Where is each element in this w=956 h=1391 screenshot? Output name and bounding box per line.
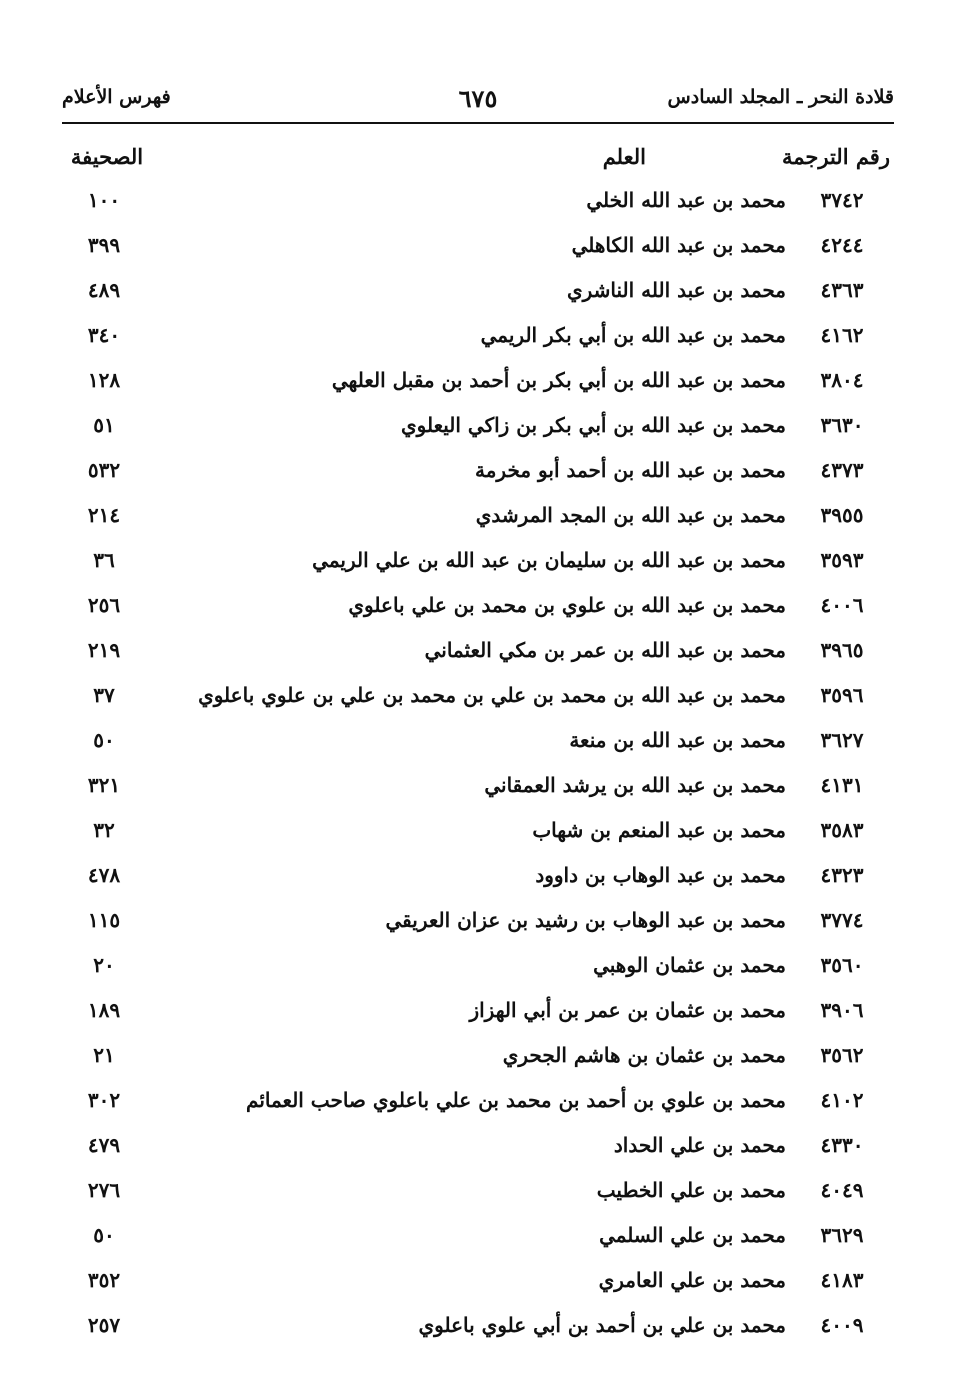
- entry-number: ٤١٦٢: [820, 323, 864, 347]
- entry-number: ٣٦٢٧: [820, 728, 864, 752]
- running-head: [62, 86, 894, 122]
- header-rule: [62, 122, 894, 124]
- page-reference: ٣٩٩: [87, 233, 121, 257]
- person-name: محمد بن علوي بن أحمد بن محمد بن علي باعلوي صاحب العمائم: [246, 1088, 786, 1112]
- entry-number: ٣٥٨٣: [820, 818, 864, 842]
- person-name: محمد بن عثمان الوهبي: [593, 953, 786, 977]
- entry-number: ٣٨٠٤: [820, 368, 864, 392]
- table-row: [62, 1303, 894, 1348]
- page-reference: ٥٠: [93, 1223, 115, 1247]
- entry-number: ٣٩٦٥: [820, 638, 864, 662]
- page-reference: ٣٦: [93, 548, 115, 572]
- page-number: ٦٧٥: [458, 84, 498, 113]
- person-name: محمد بن عبد الله بن محمد بن علي بن محمد بن علي بن علوي باعلوي: [198, 683, 786, 707]
- entry-number: ٣٧٧٤: [820, 908, 864, 932]
- person-name: محمد بن عثمان بن هاشم الجحري: [502, 1043, 786, 1067]
- entry-number: ٤٣٢٣: [820, 863, 864, 887]
- entry-number: ٣٩٥٥: [820, 503, 864, 527]
- entry-number: ٣٥٦٢: [820, 1043, 864, 1067]
- person-name: محمد بن علي الحداد: [613, 1133, 786, 1157]
- entry-number: ٣٥٩٣: [820, 548, 864, 572]
- page-reference: ٣٠٢: [87, 1088, 121, 1112]
- person-name: محمد بن عبد الله الخلي: [586, 188, 786, 212]
- table-row: [62, 1123, 894, 1168]
- table-row: [62, 583, 894, 628]
- entry-number: ٤٠٤٩: [820, 1178, 864, 1202]
- page-reference: ٢٧٦: [87, 1178, 121, 1202]
- person-name: محمد بن عبد الله الناشري: [566, 278, 786, 302]
- person-name: محمد بن علي الخطيب: [596, 1178, 786, 1202]
- entry-number: ٤١٣١: [820, 773, 864, 797]
- table-row: [62, 673, 894, 718]
- person-name: محمد بن عبد الوهاب بن رشيد بن عزان العريقي: [385, 908, 786, 932]
- page-reference: ٣٥٢: [87, 1268, 121, 1292]
- page-reference: ٣٢: [93, 818, 115, 842]
- page-reference: ١٢٨: [87, 368, 121, 392]
- entry-number: ٤٠٠٦: [820, 593, 864, 617]
- entry-number: ٤١٠٢: [820, 1088, 864, 1112]
- entry-number: ٤٣٧٣: [820, 458, 864, 482]
- table-row: [62, 988, 894, 1033]
- table-row: [62, 313, 894, 358]
- table-row: [62, 223, 894, 268]
- table-row: [62, 808, 894, 853]
- page-reference: ٤٧٨: [87, 863, 121, 887]
- entry-number: ٣٥٩٦: [820, 683, 864, 707]
- entry-number: ٤٠٠٩: [820, 1313, 864, 1337]
- person-name: محمد بن عبد الله بن أبي بكر بن أحمد بن مقبل العلهي: [331, 368, 786, 392]
- person-name: محمد بن علي العامري: [598, 1268, 786, 1292]
- page-reference: ٢٥٦: [87, 593, 121, 617]
- page-reference: ٤٧٩: [87, 1133, 121, 1157]
- person-name: محمد بن عبد الله بن منعة: [569, 728, 786, 752]
- entry-number: ٣٩٠٦: [820, 998, 864, 1022]
- table-row: [62, 493, 894, 538]
- page-reference: ٥١: [93, 413, 115, 437]
- table-row: [62, 718, 894, 763]
- index-rows: [62, 178, 894, 1348]
- table-row: [62, 1168, 894, 1213]
- person-name: محمد بن عبد الله بن المجد المرشدي: [475, 503, 786, 527]
- person-name: محمد بن عبد الله بن عمر بن مكي العثماني: [424, 638, 786, 662]
- page-reference: ٥٣٢: [87, 458, 121, 482]
- table-row: [62, 763, 894, 808]
- person-name: محمد بن عبد الوهاب بن داوود: [535, 863, 786, 887]
- page-reference: ٢٥٧: [87, 1313, 121, 1337]
- table-row: [62, 403, 894, 448]
- person-name: محمد بن عبد الله بن يرشد العمقاني: [484, 773, 786, 797]
- column-header-name: العلم: [602, 144, 646, 169]
- column-header-entry-number: رقم الترجمة: [781, 144, 890, 169]
- person-name: محمد بن علي السلمي: [599, 1223, 786, 1247]
- entry-number: ٤١٨٣: [820, 1268, 864, 1292]
- person-name: محمد بن عبد الله بن علوي بن محمد بن علي باعلوي: [348, 593, 786, 617]
- table-row: [62, 943, 894, 988]
- page-reference: ٢٠: [93, 953, 115, 977]
- table-row: [62, 358, 894, 403]
- page-reference: ٢١٩: [87, 638, 121, 662]
- entry-number: ٤٢٤٤: [820, 233, 864, 257]
- table-row: [62, 898, 894, 943]
- page-reference: ٢١: [93, 1043, 115, 1067]
- column-header-page: الصحيفة: [70, 144, 144, 169]
- page-reference: ٣٧: [93, 683, 115, 707]
- table-row: [62, 538, 894, 583]
- entry-number: ٤٣٣٠: [820, 1133, 864, 1157]
- page-reference: ٥٠: [93, 728, 115, 752]
- entry-number: ٣٦٢٩: [820, 1223, 864, 1247]
- person-name: محمد بن عبد الله الكاهلي: [571, 233, 786, 257]
- column-header-row: [62, 134, 894, 178]
- page-reference: ١٨٩: [87, 998, 121, 1022]
- table-row: [62, 268, 894, 313]
- table-row: [62, 1258, 894, 1303]
- page-reference: ٢١٤: [87, 503, 121, 527]
- page-reference: ١٠٠: [87, 188, 121, 212]
- table-row: [62, 1078, 894, 1123]
- person-name: محمد بن عبد المنعم بن شهاب: [532, 818, 786, 842]
- index-table: [62, 134, 894, 1348]
- table-row: [62, 178, 894, 223]
- entry-number: ٣٧٤٢: [820, 188, 864, 212]
- page-reference: ١١٥: [87, 908, 121, 932]
- table-row: [62, 448, 894, 493]
- book-title: قلادة النحر ـ المجلد السادس: [667, 86, 894, 108]
- table-row: [62, 628, 894, 673]
- entry-number: ٣٥٦٠: [820, 953, 864, 977]
- person-name: محمد بن عبد الله بن أبي بكر بن زاكي اليعلوي: [401, 413, 786, 437]
- table-row: [62, 1033, 894, 1078]
- person-name: محمد بن عبد الله بن أحمد أبو مخرمة: [475, 458, 786, 482]
- table-row: [62, 853, 894, 898]
- person-name: محمد بن عبد الله بن أبي بكر الريمي: [480, 323, 786, 347]
- table-row: [62, 1213, 894, 1258]
- page-reference: ٣٤٠: [87, 323, 121, 347]
- person-name: محمد بن علي بن أحمد بن أبي علوي باعلوي: [418, 1313, 786, 1337]
- person-name: محمد بن عثمان بن عمر بن أبي الهزاز: [469, 998, 786, 1022]
- section-title: فهرس الأعلام: [62, 86, 171, 108]
- page-reference: ٣٢١: [87, 773, 121, 797]
- page-reference: ٤٨٩: [87, 278, 121, 302]
- person-name: محمد بن عبد الله بن سليمان بن عبد الله بن علي الريمي: [312, 548, 786, 572]
- entry-number: ٣٦٣٠: [820, 413, 864, 437]
- entry-number: ٤٣٦٣: [820, 278, 864, 302]
